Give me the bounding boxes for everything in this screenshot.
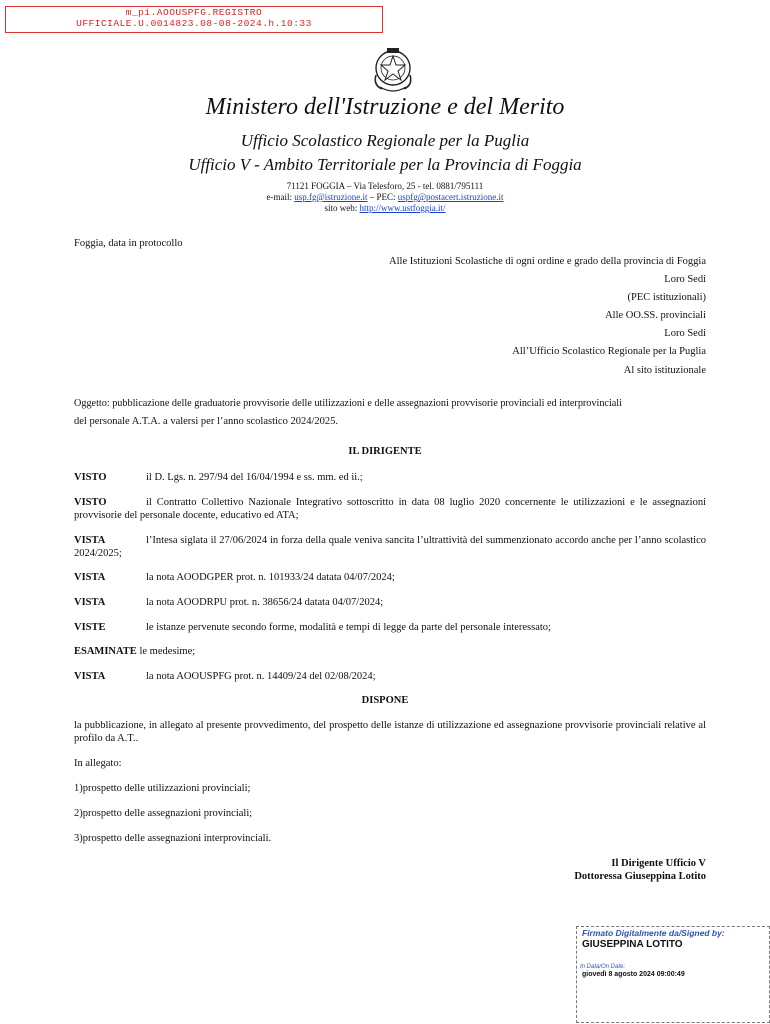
premise-text: il Contratto Collettivo Nazionale Integrativo sottoscritto in data 08 luglio 2020 concernente le utilizzazioni e le assegnazioni provvisorie del personale docente, educativo ed ATA; <box>74 497 706 521</box>
premise-text: le istanze pervenute secondo forme, modalità e tempi di legge da parte del personale interessato; <box>146 622 551 633</box>
premise-text: il D. Lgs. n. 297/94 del 16/04/1994 e ss. mm. ed ii.; <box>146 472 363 483</box>
website-line <box>0 203 770 214</box>
protocol-stamp-line1: m_pi.AOOUSPFG.REGISTRO <box>125 7 263 18</box>
place-date: Foggia, data in protocollo <box>74 238 183 249</box>
recipient-4: Alle OO.SS. provinciali <box>605 310 706 321</box>
sign-date-label: In Data/On Date: <box>580 964 626 970</box>
attachment-item: 3)prospetto delle assegnazioni interprovinciali. <box>74 833 272 844</box>
premise-text: l’Intesa siglata il 27/06/2024 in forza della quale veniva sancita l’ultrattività del summenzionato accordo anche per l’anno scolastico 2024/2025; <box>74 535 706 559</box>
recipient-1: Alle Istituzioni Scolastiche di ogni ordine e grado della provincia di Foggia <box>389 256 706 267</box>
signed-by-label: Firmato Digitalmente da/Signed by: <box>582 928 725 938</box>
premise-label: VISTA <box>74 535 106 546</box>
premise-text: la nota AOODGPER prot. n. 101933/24 datata 04/07/2024; <box>146 572 395 583</box>
premise-label: VISTO <box>74 497 107 508</box>
premise-label: VISTA <box>74 671 106 682</box>
premise-4 <box>74 571 706 585</box>
recipient-7: Al sito istituzionale <box>623 365 706 376</box>
signature-role: Il Dirigente Ufficio V <box>611 858 706 869</box>
premise-3 <box>74 534 706 560</box>
website-link[interactable]: http://www.ustfoggia.it/ <box>359 203 446 213</box>
signature-name: Dottoressa Giuseppina Lotito <box>574 871 706 882</box>
premise-label: VISTE <box>74 622 106 633</box>
premise-2 <box>74 496 706 522</box>
premise-8 <box>74 670 706 684</box>
attachments-intro: In allegato: <box>74 758 122 769</box>
dispone-heading: DISPONE <box>361 695 409 706</box>
premise-text: la nota AOODRPU prot. n. 38656/24 datata 04/07/2024; <box>146 597 384 608</box>
recipient-3: (PEC istituzionali) <box>627 292 706 303</box>
premise-label: VISTO <box>74 472 107 483</box>
recipient-6: All’Ufficio Scolastico Regionale per la Puglia <box>512 346 706 357</box>
premise-text: le medesime; <box>139 646 196 657</box>
signer-name: GIUSEPPINA LOTITO <box>582 939 683 950</box>
pec-prefix: – PEC: <box>367 192 398 202</box>
regional-office-title: Ufficio Scolastico Regionale per la Puglia <box>240 131 530 150</box>
protocol-stamp <box>5 6 383 33</box>
attachment-item: 1)prospetto delle utilizzazioni provinciali; <box>74 783 251 794</box>
provincial-office-title: Ufficio V - Ambito Territoriale per la Provincia di Foggia <box>188 155 582 174</box>
premise-5 <box>74 596 706 610</box>
premise-text: la nota AOOUSPFG prot. n. 14409/24 del 02/08/2024; <box>146 671 376 682</box>
contact-line <box>0 192 770 203</box>
premise-7 <box>74 645 706 659</box>
premise-6 <box>74 621 706 635</box>
subject-line-2: del personale A.T.A. a valersi per l’anno scolastico 2024/2025. <box>74 416 338 427</box>
recipient-2: Loro Sedi <box>664 274 706 285</box>
email-prefix: e-mail: <box>266 192 295 202</box>
web-prefix: sito web: <box>324 203 360 213</box>
sign-date: giovedì 8 agosto 2024 09:00:49 <box>582 971 685 978</box>
recipient-5: Loro Sedi <box>664 328 706 339</box>
premise-1 <box>74 471 706 485</box>
italian-republic-emblem-icon <box>370 45 416 95</box>
protocol-stamp-line2: UFFICIALE.U.0014823.08-08-2024.h.10:33 <box>76 18 312 29</box>
ministry-title: Ministero dell'Istruzione e del Merito <box>205 94 565 120</box>
subject-line-1: Oggetto: pubblicazione delle graduatorie provvisorie delle utilizzazioni e delle assegnazioni provvisorie provinciali ed interprovinciali <box>74 398 622 409</box>
dispone-text: la pubblicazione, in allegato al presente provvedimento, del prospetto delle istanze di utilizzazione ed assegnazione provvisorie provinciali relative al profilo da A.T.. <box>74 720 706 744</box>
premise-label: VISTA <box>74 597 106 608</box>
premise-label: ESAMINATE <box>74 646 137 657</box>
digital-signature-box <box>576 926 770 1023</box>
pec-link[interactable]: uspfg@postacert.istruzione.it <box>397 192 504 202</box>
office-address: 71121 FOGGIA – Via Telesforo, 25 - tel. 0881/795111 <box>286 181 484 191</box>
premise-label: VISTA <box>74 572 106 583</box>
email-link[interactable]: usp.fg@istruzione.it <box>294 192 368 202</box>
dirigente-heading: IL DIRIGENTE <box>348 446 422 457</box>
attachment-item: 2)prospetto delle assegnazioni provinciali; <box>74 808 253 819</box>
